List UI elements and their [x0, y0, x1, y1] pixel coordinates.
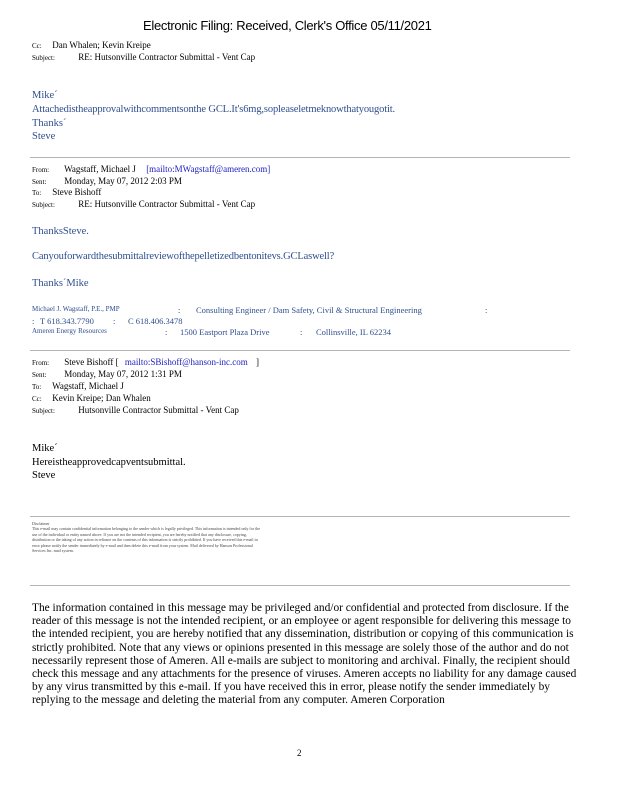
- signature-phone: T 618.343.7790: [40, 316, 94, 326]
- email2-subject-row: [32, 199, 255, 209]
- subject-label: Subject:: [32, 201, 55, 209]
- disclaimer-block: [32, 521, 264, 553]
- signature-separator: :: [32, 316, 35, 326]
- email3-to-row: [32, 381, 124, 391]
- email1-body-line: Mike´: [32, 90, 58, 101]
- page-number: 2: [297, 748, 302, 758]
- to-label: To:: [32, 189, 42, 197]
- subject-label: Subject:: [32, 407, 55, 415]
- divider: [30, 157, 570, 158]
- to-label: To:: [32, 383, 42, 391]
- email1-cc-row: [32, 40, 151, 50]
- email3-cc-row: [32, 393, 151, 403]
- cc-label: Cc:: [32, 395, 42, 403]
- to-value: Wagstaff, Michael J: [52, 381, 124, 391]
- subject-value: Hutsonville Contractor Submittal - Vent Cap: [78, 405, 239, 415]
- to-value: Steve Bishoff: [52, 187, 102, 197]
- signature-separator: :: [165, 327, 168, 337]
- sent-value: Monday, May 07, 2012 2:03 PM: [64, 176, 182, 186]
- email2-sent-row: [32, 176, 182, 186]
- email3-body-line: Hereistheapprovedcapventsubmittal.: [32, 457, 186, 468]
- cc-value: Dan Whalen; Kevin Kreipe: [52, 40, 151, 50]
- signature-name: Michael J. Wagstaff, P.E., PMP: [32, 305, 120, 313]
- email1-body-line: Steve: [32, 131, 56, 142]
- signature-address: 1500 Eastport Plaza Drive: [180, 327, 270, 337]
- email1-body-line: Attachedistheapprovalwithcommentsonthe GCL.It's6mg,sopleaseletmeknowthatyougotit.: [32, 104, 395, 115]
- email3-sent-row: [32, 369, 182, 379]
- divider: [30, 350, 570, 351]
- signature-company: Ameren Energy Resources: [32, 327, 107, 335]
- signature-cell: C 618.406.3478: [128, 316, 183, 326]
- signature-separator: :: [485, 305, 488, 315]
- signature-city: Collinsville, IL 62234: [316, 327, 392, 337]
- email2-body-line: ThanksSteve.: [32, 226, 89, 237]
- cc-label: Cc:: [32, 42, 42, 50]
- disclaimer-heading: Disclaimer: [32, 521, 50, 526]
- subject-label: Subject:: [32, 54, 55, 62]
- email2-from-row: [32, 164, 270, 174]
- divider: [30, 585, 570, 586]
- sent-label: Sent:: [32, 371, 47, 379]
- email2-to-row: [32, 187, 101, 197]
- divider: [30, 516, 570, 517]
- from-label: From:: [32, 359, 50, 367]
- from-name: Wagstaff, Michael J: [64, 164, 136, 174]
- subject-value: RE: Hutsonville Contractor Submittal - Vent Cap: [78, 52, 256, 62]
- from-name: Steve Bishoff [: [64, 357, 119, 367]
- signature-separator: :: [178, 305, 181, 315]
- email3-from-row: [32, 357, 259, 367]
- from-label: From:: [32, 166, 50, 174]
- filing-stamp: Electronic Filing: Received, Clerk's Office 05/11/2021: [143, 18, 432, 33]
- from-bracket: ]: [255, 357, 259, 367]
- from-email-link[interactable]: [mailto:MWagstaff@ameren.com]: [146, 164, 271, 174]
- email3-body-line: Steve: [32, 470, 56, 481]
- sent-label: Sent:: [32, 178, 47, 186]
- confidentiality-notice: The information contained in this message may be privileged and/or confidential and protected from disclosure. If the reader of this message is not the intended recipient, or an employee or agent responsible for delivering this message to the intended recipient, you are hereby notified that any dissemination, distribution or copying of this communication is strictly prohibited. Note that any views or opinions presented in this message are solely those of the author and do not necessarily represent those of Ameren. All e-mails are subject to monitoring and archival. Finally, the recipient should check this message and any attachments for the presence of viruses. Ameren accepts no liability for any damage caused by any virus transmitted by this e-mail. If you have received this in error, please notify the sender immediately by replying to the message and deleting the material from any computer. Ameren Corporation: [32, 602, 577, 707]
- signature-title: Consulting Engineer / Dam Safety, Civil & Structural Engineering: [196, 305, 422, 315]
- signature-separator: :: [113, 316, 116, 326]
- email3-subject-row: [32, 405, 239, 415]
- email2-body-line: Thanks´Mike: [32, 278, 89, 289]
- sent-value: Monday, May 07, 2012 1:31 PM: [64, 369, 182, 379]
- email2-body-line: Canyouforwardthesubmittalreviewofthepelletizedbentonitevs.GCLaswell?: [32, 251, 335, 262]
- signature-separator: :: [300, 327, 303, 337]
- cc-value: Kevin Kreipe; Dan Whalen: [52, 393, 151, 403]
- subject-value: RE: Hutsonville Contractor Submittal - Vent Cap: [78, 199, 256, 209]
- disclaimer-text: This e-mail may contain confidential information belonging to the sender which is legally privileged. This information is intended only for the use of the individual or entity named above. If you are not the intended recipient, you are hereby notified that any disclosure, copying, distribution or the taking of any action in reliance on the contents of this information is strictly prohibited. If you have received this e-mail in error please notify the sender immediately by e-mail and then delete this e-mail from your system. Mail delivered by Hanson Professional Services Inc. mail system.: [32, 526, 260, 554]
- email1-body-line: Thanks´: [32, 118, 67, 129]
- email3-body-line: Mike´: [32, 443, 58, 454]
- email1-subject-row: [32, 52, 255, 62]
- from-email-link[interactable]: mailto:SBishoff@hanson-inc.com: [124, 357, 248, 367]
